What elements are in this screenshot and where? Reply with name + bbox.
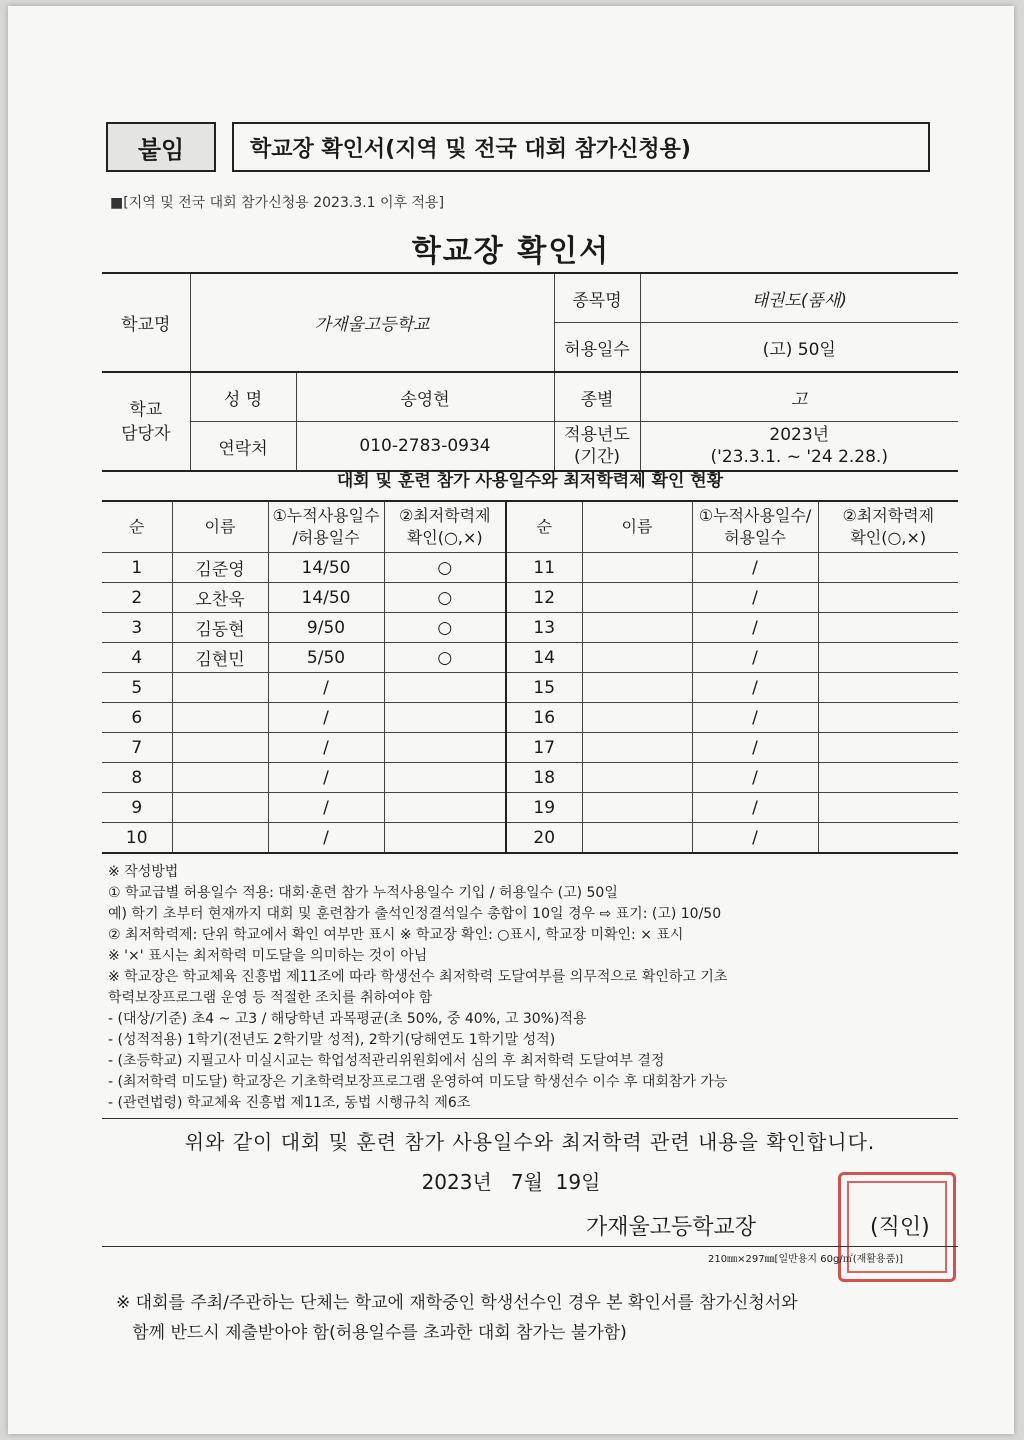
student-no: 7 <box>102 733 172 763</box>
document-page <box>8 6 1014 1434</box>
student-no: 16 <box>506 703 582 733</box>
student-check <box>384 703 506 733</box>
student-name <box>172 703 268 733</box>
student-check <box>818 733 958 763</box>
student-name <box>172 733 268 763</box>
student-check <box>818 613 958 643</box>
student-name: 김현민 <box>172 643 268 673</box>
student-days: / <box>268 763 384 793</box>
note-line: - (초등학교) 지필고사 미실시교는 학업성적관리위원회에서 심의 후 최저학력 도달여부 결정 <box>108 1053 665 1069</box>
divider <box>102 1246 958 1247</box>
student-no: 17 <box>506 733 582 763</box>
table-row <box>102 733 958 763</box>
student-check <box>818 553 958 583</box>
student-name <box>172 793 268 823</box>
note-line: ※ 학교장은 학교체육 진흥법 제11조에 따라 학생선수 최저학력 도달여부를 의무적으로 확인하고 기초 <box>108 969 728 985</box>
student-name <box>582 673 692 703</box>
manager-name-value: 송영현 <box>296 372 554 422</box>
student-days: / <box>692 553 818 583</box>
student-days: 14/50 <box>268 583 384 613</box>
footer-line: ※ 대회를 주최/주관하는 단체는 학교에 재학중인 학생선수인 경우 본 확인서를 참가신청서와 <box>116 1293 798 1313</box>
student-days: / <box>692 613 818 643</box>
student-no: 9 <box>102 793 172 823</box>
section-title: 대회 및 훈련 참가 사용일수와 최저학력제 확인 현황 <box>336 471 724 491</box>
year-label: 적용년도 (기간) <box>554 422 640 472</box>
student-days: 5/50 <box>268 643 384 673</box>
student-no: 18 <box>506 763 582 793</box>
table-row <box>102 553 958 583</box>
student-name <box>172 763 268 793</box>
contact-value: 010-2783-0934 <box>296 422 554 472</box>
table-row <box>102 583 958 613</box>
seal-label: (직인) <box>870 1215 930 1240</box>
student-check <box>818 793 958 823</box>
student-name: 김동현 <box>172 613 268 643</box>
col-no: 순 <box>102 501 172 553</box>
student-check <box>384 763 506 793</box>
student-check: ○ <box>384 583 506 613</box>
student-no: 14 <box>506 643 582 673</box>
year-cell <box>640 422 958 472</box>
contact-label: 연락처 <box>190 422 296 472</box>
student-no: 10 <box>102 823 172 854</box>
student-days: / <box>692 673 818 703</box>
student-name <box>582 553 692 583</box>
student-check <box>818 763 958 793</box>
student-days: / <box>268 793 384 823</box>
note-line: - (관련법령) 학교체육 진흥법 제11조, 동법 시행규칙 제6조 <box>108 1095 471 1111</box>
student-days: 9/50 <box>268 613 384 643</box>
school-info-table <box>102 272 958 472</box>
student-check: ○ <box>384 553 506 583</box>
student-name: 오찬욱 <box>172 583 268 613</box>
category-value: 고 <box>640 372 958 422</box>
student-days: / <box>268 703 384 733</box>
student-no: 20 <box>506 823 582 854</box>
col-check-right: ②최저학력제 확인(○,×) <box>818 501 958 553</box>
table-row <box>102 823 958 854</box>
student-check <box>384 733 506 763</box>
student-check <box>384 673 506 703</box>
student-no: 19 <box>506 793 582 823</box>
student-name <box>582 763 692 793</box>
student-days: / <box>268 673 384 703</box>
footer-line: 함께 반드시 제출받아야 함(허용일수를 초과한 대회 참가는 불가함) <box>116 1323 627 1343</box>
school-name-value: 가재울고등학교 <box>190 273 554 372</box>
table-row <box>102 763 958 793</box>
table-row <box>102 793 958 823</box>
student-no: 15 <box>506 673 582 703</box>
student-no: 12 <box>506 583 582 613</box>
col-check: ②최저학력제 확인(○,×) <box>384 501 506 553</box>
student-days: / <box>692 703 818 733</box>
student-check <box>818 673 958 703</box>
writing-notes <box>108 862 968 1114</box>
student-name <box>582 613 692 643</box>
student-no: 3 <box>102 613 172 643</box>
student-name <box>582 583 692 613</box>
students-table <box>102 500 958 854</box>
student-check <box>818 703 958 733</box>
manager-name-label: 성 명 <box>190 372 296 422</box>
table-row <box>102 613 958 643</box>
allowed-days-value: (고) 50일 <box>640 323 958 373</box>
attachment-label: 붙임 <box>106 122 216 172</box>
note-line: ※ '×' 표시는 최저학력 미도달을 의미하는 것이 아님 <box>108 948 428 964</box>
student-days: / <box>268 823 384 854</box>
student-no: 2 <box>102 583 172 613</box>
student-days: / <box>692 733 818 763</box>
table-row <box>102 643 958 673</box>
applicability-note: ■[지역 및 전국 대회 참가신청용 2023.3.1 이후 적용] <box>110 195 445 211</box>
student-no: 1 <box>102 553 172 583</box>
principal-signature: 가재울고등학교장 <box>586 1215 757 1240</box>
student-name <box>582 703 692 733</box>
student-no: 13 <box>506 613 582 643</box>
table-row <box>102 703 958 733</box>
student-name <box>172 823 268 854</box>
student-days: / <box>692 763 818 793</box>
divider <box>102 1118 958 1119</box>
confirm-statement: 위와 같이 대회 및 훈련 참가 사용일수와 최저학력 관련 내용을 확인합니다. <box>184 1130 876 1154</box>
student-check <box>818 643 958 673</box>
note-line: - (최저학력 미도달) 학교장은 기초학력보장프로그램 운영하여 미도달 학생선수 이수 후 대회참가 가능 <box>108 1074 728 1090</box>
student-check: ○ <box>384 643 506 673</box>
document-title-box: 학교장 확인서(지역 및 전국 대회 참가신청용) <box>232 122 930 172</box>
student-name <box>582 793 692 823</box>
col-name: 이름 <box>172 501 268 553</box>
student-name <box>582 643 692 673</box>
note-line: ① 학교급별 허용일수 적용: 대회·훈련 참가 누적사용일수 기입 / 허용일수 (고) 50일 <box>108 885 618 901</box>
student-days: / <box>268 733 384 763</box>
student-check <box>384 793 506 823</box>
student-check <box>818 823 958 854</box>
footer-note <box>116 1288 966 1348</box>
note-line: ② 최저학력제: 단위 학교에서 확인 여부만 표시 ※ 학교장 확인: ○표시, 학교장 미확인: × 표시 <box>108 927 684 943</box>
col-no-right: 순 <box>506 501 582 553</box>
student-days: / <box>692 793 818 823</box>
student-no: 6 <box>102 703 172 733</box>
student-no: 5 <box>102 673 172 703</box>
event-value: 태권도(품새) <box>640 273 958 323</box>
period-value: ('23.3.1. ~ '24 2.28.) <box>710 447 888 467</box>
note-line: - (대상/기준) 초4 ~ 고3 / 해당학년 과목평균(초 50%, 중 40%, 고 30%)적용 <box>108 1011 587 1027</box>
table-row <box>102 673 958 703</box>
note-line: ※ 작성방법 <box>108 864 179 880</box>
student-days: 14/50 <box>268 553 384 583</box>
signature-date: 2023년 7월 19일 <box>421 1170 601 1194</box>
student-check <box>384 823 506 854</box>
paper-spec: 210㎜×297㎜[일반용지 60g/㎡(재활용품)] <box>708 1254 904 1265</box>
student-no: 11 <box>506 553 582 583</box>
note-line: - (성적적용) 1학기(전년도 2학기말 성적), 2학기(당해연도 1학기말 성적) <box>108 1032 556 1048</box>
student-check: ○ <box>384 613 506 643</box>
main-title: 학교장 확인서 <box>411 234 611 269</box>
year-value: 2023년 <box>769 425 830 445</box>
student-name <box>172 673 268 703</box>
event-label: 종목명 <box>554 273 640 323</box>
student-days: / <box>692 583 818 613</box>
category-label: 종별 <box>554 372 640 422</box>
student-name <box>582 823 692 854</box>
students-body <box>102 553 958 854</box>
school-name-label: 학교명 <box>102 273 190 372</box>
note-line: 예) 학기 초부터 현재까지 대회 및 훈련참가 출석인정결석일수 총합이 10일 경우 ⇨ 표기: (고) 10/50 <box>108 906 722 922</box>
student-no: 8 <box>102 763 172 793</box>
student-days: / <box>692 643 818 673</box>
manager-label: 학교 담당자 <box>102 372 190 471</box>
student-name: 김준영 <box>172 553 268 583</box>
col-days: ①누적사용일수 /허용일수 <box>268 501 384 553</box>
student-check <box>818 583 958 613</box>
col-days-right: ①누적사용일수/ 허용일수 <box>692 501 818 553</box>
student-days: / <box>692 823 818 854</box>
col-name-right: 이름 <box>582 501 692 553</box>
note-line: 학력보장프로그램 운영 등 적절한 조치를 취하여야 함 <box>108 990 433 1006</box>
allowed-days-label: 허용일수 <box>554 323 640 373</box>
student-name <box>582 733 692 763</box>
student-no: 4 <box>102 643 172 673</box>
